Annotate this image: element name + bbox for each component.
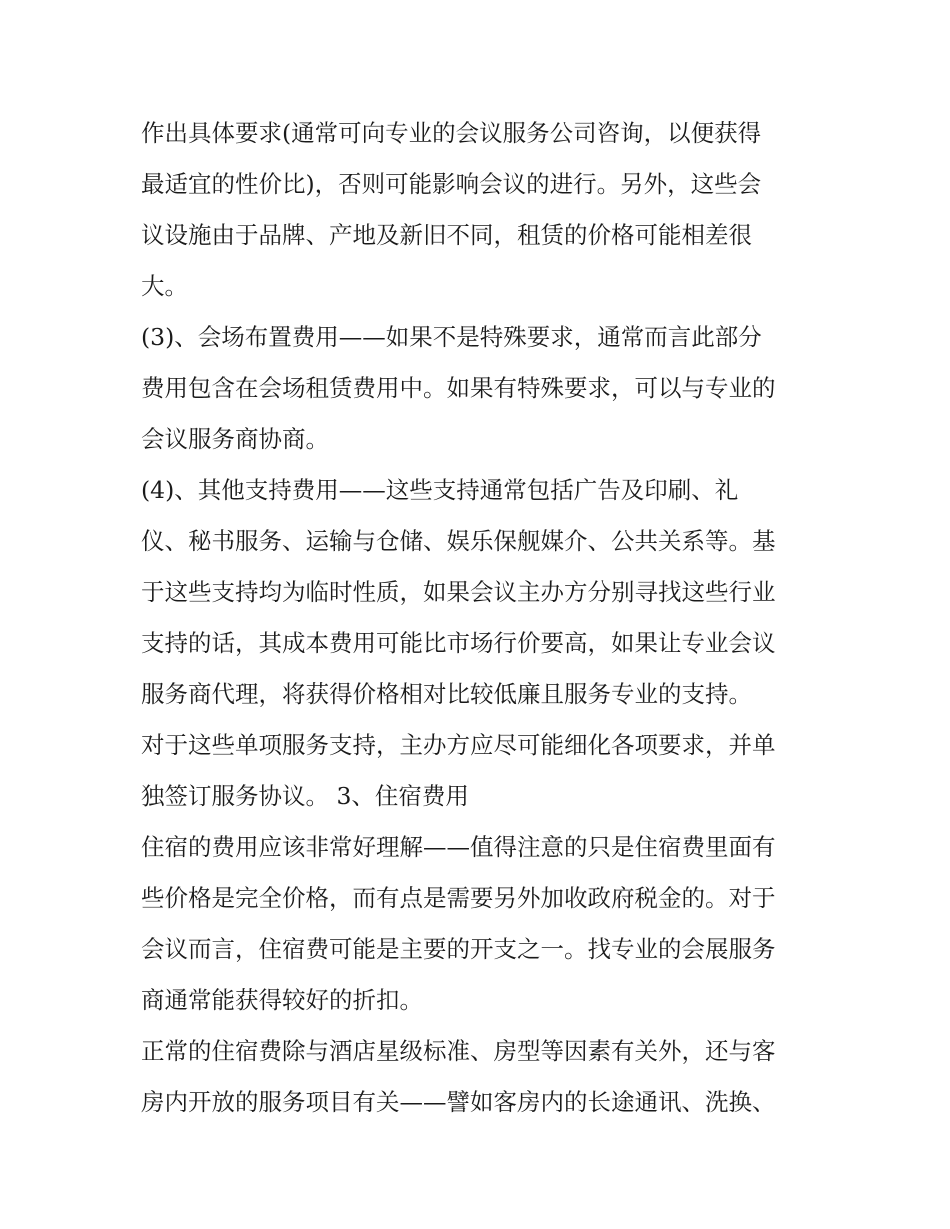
text-line: (3)、会场布置费用——如果不是特殊要求，通常而言此部分	[141, 323, 762, 351]
text-line: 正常的住宿费除与酒店星级标准、房型等因素有关外，还与客	[141, 1037, 776, 1065]
text-line: 仪、秘书服务、运输与仓储、娱乐保舰媒介、公共关系等。基	[141, 527, 776, 555]
text-line: 会议服务商协商。	[141, 425, 329, 453]
text-line: 独签订服务协议。 3、住宿费用	[141, 782, 469, 810]
text-line: (4)、其他支持费用——这些支持通常包括广告及印刷、礼	[141, 476, 739, 504]
text-line: 住宿的费用应该非常好理解——值得注意的只是住宿费里面有	[141, 833, 776, 861]
text-line: 大。	[141, 272, 188, 300]
text-line: 作出具体要求(通常可向专业的会议服务公司咨询，以便获得	[141, 119, 762, 147]
body-text	[141, 108, 821, 1128]
text-line: 议设施由于品牌、产地及新旧不同，租赁的价格可能相差很	[141, 221, 752, 249]
text-line: 费用包含在会场租赁费用中。如果有特殊要求，可以与专业的	[141, 374, 776, 402]
text-line: 服务商代理，将获得价格相对比较低廉且服务专业的支持。	[141, 680, 752, 708]
text-line: 于这些支持均为临时性质，如果会议主办方分别寻找这些行业	[141, 578, 776, 606]
text-line: 些价格是完全价格，而有点是需要另外加收政府税金的。对于	[141, 884, 776, 912]
text-line: 会议而言，住宿费可能是主要的开支之一。找专业的会展服务	[141, 935, 776, 963]
text-line: 支持的话，其成本费用可能比市场行价要高，如果让专业会议	[141, 629, 776, 657]
text-line: 对于这些单项服务支持，主办方应尽可能细化各项要求，并单	[141, 731, 776, 759]
text-line: 房内开放的服务项目有关——譬如客房内的长途通讯、洗换、	[141, 1088, 776, 1116]
text-line: 商通常能获得较好的折扣。	[141, 986, 423, 1014]
text-line: 最适宜的性价比)，否则可能影响会议的进行。另外，这些会	[141, 170, 762, 198]
